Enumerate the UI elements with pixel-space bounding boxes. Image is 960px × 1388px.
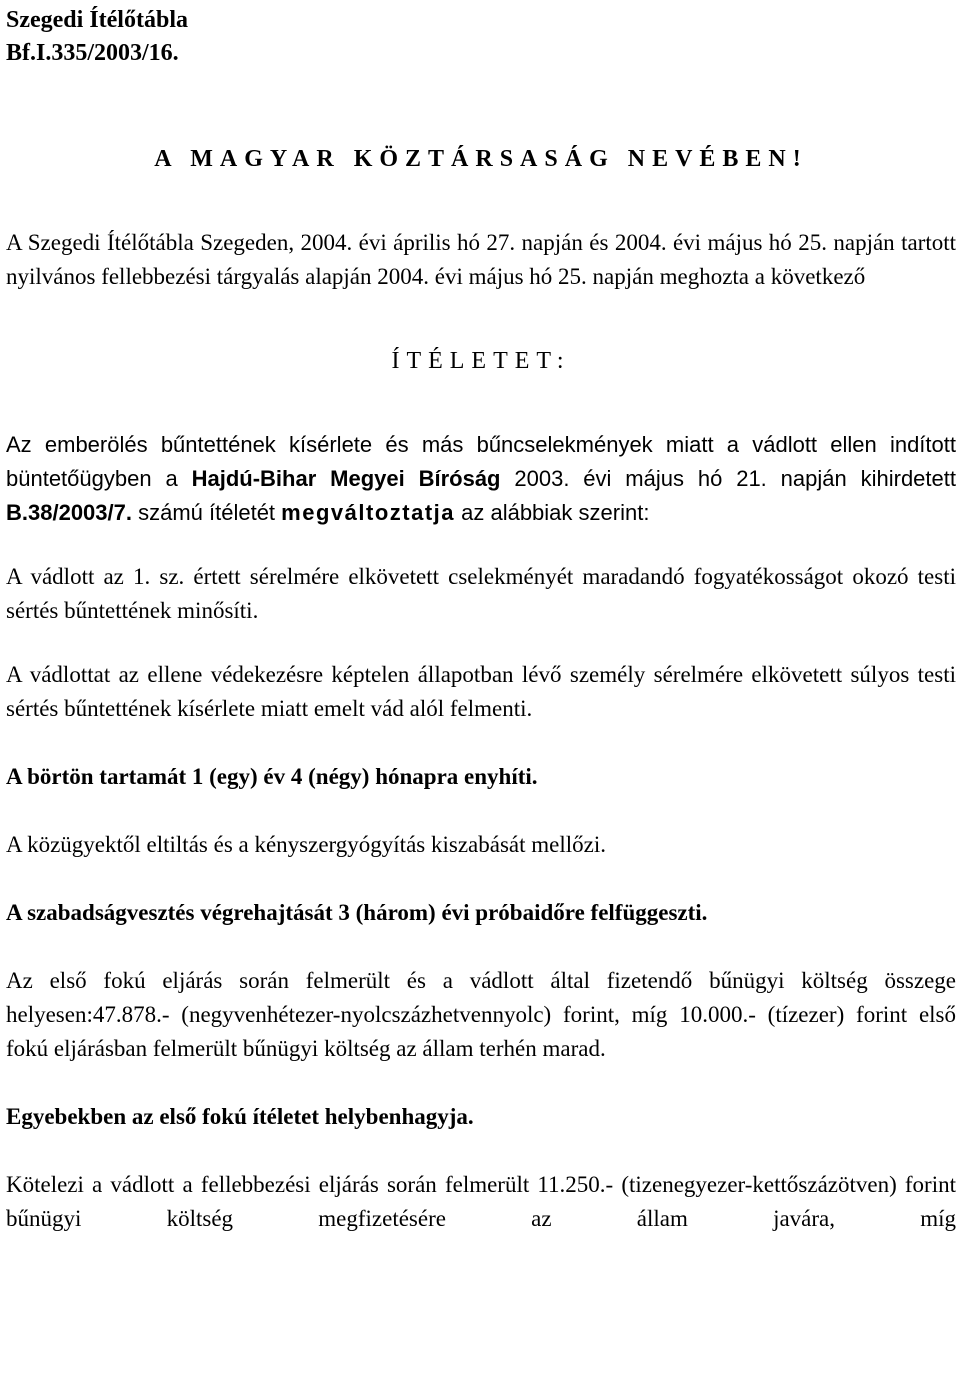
verdict-title: ÍTÉLETET: (391, 348, 571, 374)
ban-paragraph: A közügyektől eltiltás és a kényszergyógyítás kiszabását mellőzi. (6, 832, 606, 857)
ruling-text-3: számú ítéletét (131, 500, 282, 525)
ruling-decision-number: B.38/2003/7. (6, 500, 132, 525)
document-heading: A MAGYAR KÖZTÁRSASÁG NEVÉBEN! (154, 146, 808, 172)
probation-paragraph: A szabadságvesztés végrehajtását 3 (három) évi próbaidőre felfüggeszti. (6, 900, 708, 925)
case-number: Bf.I.335/2003/16. (6, 40, 179, 66)
court-name: Szegedi Ítélőtábla (6, 7, 188, 33)
costs-appeal-paragraph: Kötelezi a vádlott a fellebbezési eljárás során felmerült 11.250.- (tizenegyezer-kettőszázötven) forint bűnügyi költség megfizetésére az állam javára, míg (6, 1172, 956, 1231)
ruling-text-1: Az emberölés bűntettének kísérlete és más bűncselekmények miatt a vádlott ellen indított büntetőügyben a (6, 432, 956, 491)
acquittal-paragraph: A vádlottat az ellene védekezésre képtelen állapotban lévő személy sérelmére elkövetett súlyos testi sértés bűntettének kísérlete miatt emelt vád alól felmenti. (6, 662, 956, 721)
intro-paragraph: A Szegedi Ítélőtábla Szegeden, 2004. évi április hó 27. napján és 2004. évi május hó 25. napján tartott nyilvános fellebbezési tárgyalás alapján 2004. évi május hó 25. napján meghozta a következő (6, 230, 956, 289)
costs-first-instance-paragraph: Az első fokú eljárás során felmerült és a vádlott által fizetendő bűnügyi költség összege helyesen:47.878.- (negyvenhétezer-nyolcszázhetvennyolc) forint, míg 10.000.- (tízezer) forint első fokú eljárásban felmerült bűnügyi költség az állam terhén marad. (6, 968, 956, 1061)
ruling-text-4: az alábbiak szerint: (455, 500, 650, 525)
ruling-court-name: Hajdú-Bihar Megyei Bíróság (191, 466, 501, 491)
otherwise-paragraph: Egyebekben az első fokú ítéletet helybenhagyja. (6, 1104, 474, 1129)
sentence-paragraph: A börtön tartamát 1 (egy) év 4 (négy) hónapra enyhíti. (6, 764, 538, 789)
ruling-paragraph (6, 428, 956, 530)
ruling-text-2: 2003. évi május hó 21. napján kihirdetett (500, 466, 956, 491)
ruling-verb: megváltoztatja (281, 500, 455, 525)
document-header (6, 4, 956, 70)
qualification-paragraph: A vádlott az 1. sz. értett sérelmére elkövetett cselekményét maradandó fogyatékosságot okozó testi sértés bűntettének minősíti. (6, 564, 956, 623)
